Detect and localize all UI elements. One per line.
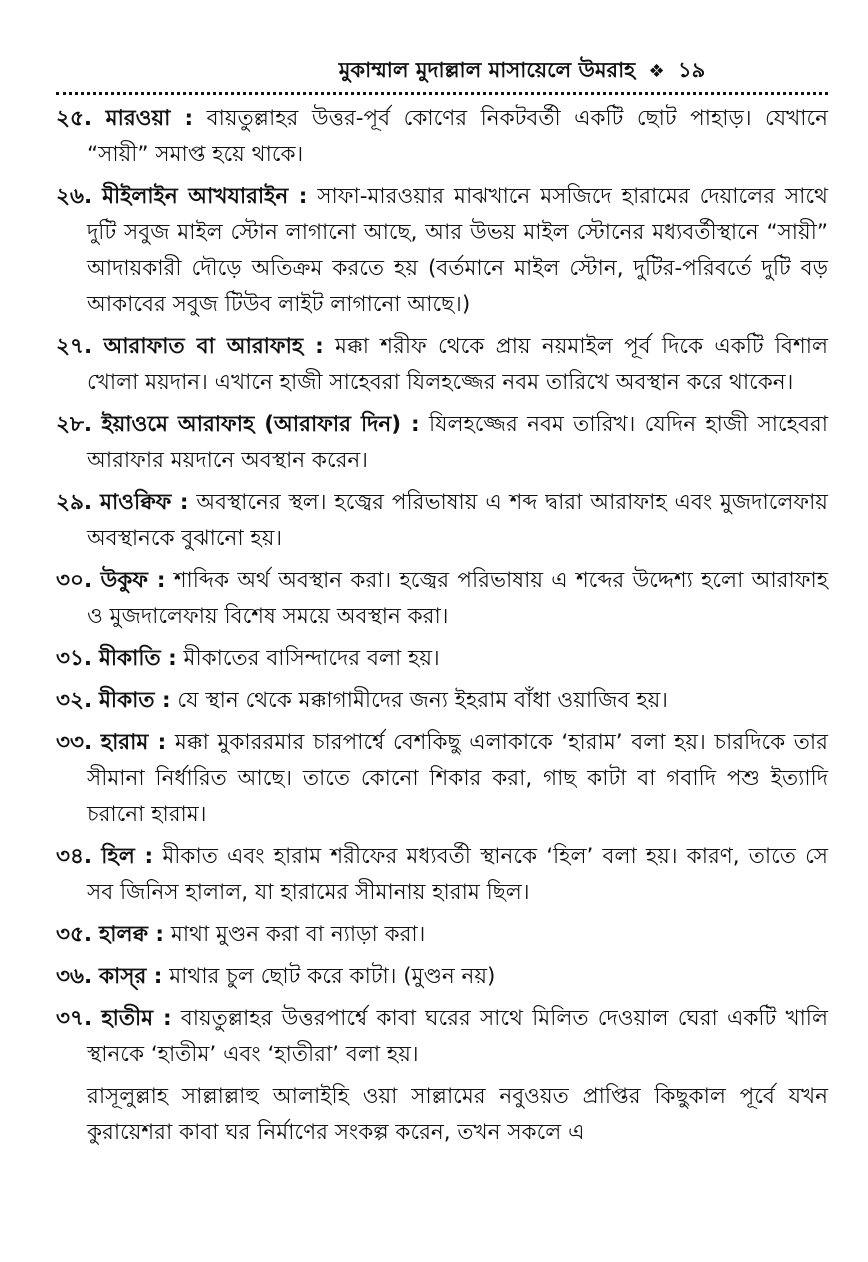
- entry-term: মীইলাইন আখযারাইন :: [102, 184, 308, 209]
- entry-definition: মক্কা মুকাররমার চারপার্শ্বে বেশকিছু এলাকাকে ‘হারাম’ বলা হয়। চারদিকে তার সীমানা নির্ধারিত আছে। তাতে কোনো শিকার করা, গাছ কাটা বা গবাদি পশু ইত্যাদি চরানো হারাম।: [87, 730, 828, 827]
- entry-definition: শাব্দিক অর্থ অবস্থান করা। হজ্বের পরিভাষায় এ শব্দের উদ্দেশ্য হলো আরাফাহ ও মুজদালেফায় বিশেষ সময়ে অবস্থান করা।: [87, 568, 828, 629]
- entry-number: ৩৫.: [56, 922, 93, 947]
- entry-number: ২৮.: [56, 412, 93, 437]
- entry-term: উকুফ :: [100, 568, 166, 593]
- entry-term: মীকাতি :: [98, 646, 177, 671]
- entry-definition: যে স্থান থেকে মক্কাগামীদের জন্য ইহরাম বাঁধা ওয়াজিব হয়।: [177, 688, 668, 713]
- glossary-entry: [56, 839, 828, 911]
- entry-definition: সাফা-মারওয়ার মাঝখানে মসজিদে হারামের দেয়ালের সাথে দুটি সবুজ মাইল স্টোন লাগানো আছে, আর উভয় মাইল স্টোনের মধ্যবর্তীস্থানে “সায়ী” আদায়কারী দৌড়ে অতিক্রম করতে হয় (বর্তমানে মাইল স্টোন, দুটির-পরিবর্তে দুটি বড় আকাবের সবুজ টিউব লাইট লাগানো আছে।): [87, 184, 828, 317]
- entry-term: হারাম :: [100, 730, 167, 755]
- entry-term: ইয়াওমে আরাফাহ (আরাফার দিন) :: [101, 412, 420, 437]
- entry-definition: মীকাতের বাসিন্দাদের বলা হয়।: [183, 646, 440, 671]
- glossary-entry: [56, 641, 828, 677]
- entry-term: কাস্‌র :: [98, 964, 163, 989]
- entry-number: ৩১.: [56, 646, 93, 671]
- glossary-entry: [56, 485, 828, 557]
- entry-definition: মীকাত এবং হারাম শরীফের মধ্যবর্তী স্থানকে ‘হিল’ বলা হয়। কারণ, তাতে সে সব জিনিস হালাল, যা হারামের সীমানায় হারাম ছিল।: [87, 844, 828, 905]
- entry-number: ৩০.: [56, 568, 93, 593]
- running-header: [56, 56, 828, 86]
- glossary-entry: [56, 1001, 828, 1073]
- entry-number: ৩৪.: [56, 844, 93, 869]
- glossary-list: [56, 101, 828, 1151]
- entry-definition: যিলহজ্জের নবম তারিখ। যেদিন হাজী সাহেবরা আরাফার ময়দানে অবস্থান করেন।: [87, 412, 828, 473]
- diamond-separator-icon: ❖: [648, 61, 665, 82]
- entry-term: মাওক্বিফ :: [100, 490, 189, 515]
- entry-definition: মক্কা শরীফ থেকে প্রায় নয়মাইল পূর্ব দিকে একটি বিশাল খোলা ময়দান। এখানে হাজী সাহেবরা যিলহজ্জের নবম তারিখে অবস্থান করে থাকেন।: [87, 334, 829, 395]
- glossary-entry: [56, 959, 828, 995]
- glossary-entry: [56, 683, 828, 719]
- glossary-entry: [56, 329, 828, 401]
- continuation-paragraph: রাসূলুল্লাহ সাল্লাল্লাহু আলাইহি ওয়া সাল্লামের নবুওয়ত প্রাপ্তির কিছুকাল পূর্বে যখন কুরায়েশরা কাবা ঘর নির্মাণের সংকল্প করেন, তখন সকলে এ: [87, 1084, 828, 1145]
- entry-definition: মাথার চুল ছোট করে কাটা। (মুণ্ডন নয়): [169, 964, 496, 989]
- entry-term: হাতীম :: [101, 1006, 172, 1031]
- glossary-entry: [56, 101, 828, 173]
- glossary-entry: [56, 179, 828, 323]
- entry-term: মীকাত :: [98, 688, 171, 713]
- entry-term: হালক্ব :: [98, 922, 165, 947]
- entry-number: ৩৭.: [56, 1006, 93, 1031]
- glossary-entry: [56, 917, 828, 953]
- glossary-entry: [56, 407, 828, 479]
- entry-number: ৩৩.: [56, 730, 93, 755]
- page-number: ১৯: [677, 58, 706, 82]
- header-dotted-rule: [56, 92, 828, 95]
- entry-definition: বায়তুল্লাহর উত্তরপার্শ্বে কাবা ঘরের সাথে মিলিত দেওয়াল ঘেরা একটি খালি স্থানকে ‘হাতীম’ এবং ‘হাতীরা’ বলা হয়।: [87, 1006, 828, 1067]
- entry-number: ২৯.: [56, 490, 93, 515]
- entry-definition: বায়তুল্লাহর উত্তর-পূর্ব কোণের নিকটবর্তী একটি ছোট পাহাড়। যেখানে “সায়ী” সমাপ্ত হয়ে থাকে।: [87, 106, 828, 167]
- book-title: মুকাম্মাল মুদাল্লাল মাসায়েলে উমরাহ: [338, 58, 636, 82]
- entry-number: ৩২.: [56, 688, 93, 713]
- entry-term: মারওয়া :: [105, 106, 194, 131]
- entry-term: হিল :: [101, 844, 154, 869]
- entry-number: ৩৬.: [56, 964, 93, 989]
- entry-definition: মাথা মুণ্ডন করা বা ন্যাড়া করা।: [170, 922, 426, 947]
- glossary-entry: [56, 725, 828, 833]
- entry-definition: অবস্থানের স্থল। হজ্বের পরিভাষায় এ শব্দ দ্বারা আরাফাহ এবং মুজদালেফায় অবস্থানকে বুঝানো হয়।: [87, 490, 828, 551]
- entry-term: আরাফাত বা আরাফাহ :: [103, 334, 324, 359]
- entry-number: ২৬.: [56, 184, 93, 209]
- glossary-entry: [56, 563, 828, 635]
- entry-number: ২৭.: [56, 334, 93, 359]
- entry-number: ২৫.: [56, 106, 93, 131]
